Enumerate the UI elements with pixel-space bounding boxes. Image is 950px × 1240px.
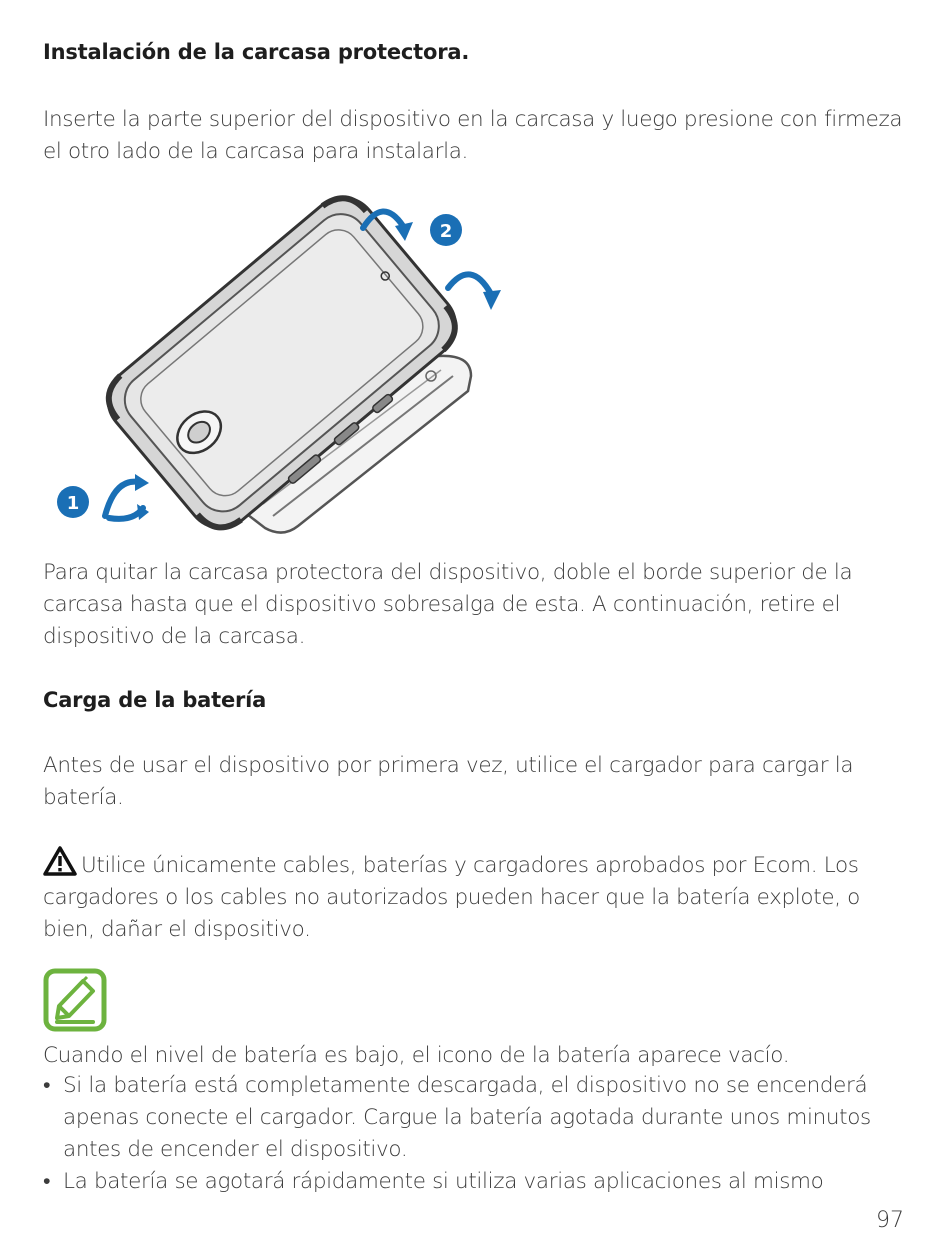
svg-text:1: 1 (66, 493, 80, 514)
note-paragraph: Cuando el nivel de batería es bajo, el icono de la batería aparece vacío. (43, 1043, 790, 1068)
section-heading-case: Instalación de la carcasa protectora. (43, 40, 470, 64)
rotate-arrow-icon-bottom (105, 474, 149, 520)
warning-text: Utilice únicamente cables, baterías y cargadores aprobados por Ecom. Los cargadores o los cables no autorizados pueden hacer que la batería explote, o bien, dañar el dispositivo. (43, 853, 860, 942)
case-removal-paragraph: Para quitar la carcasa protectora del dispositivo, doble el borde superior de la carcasa hasta que el dispositivo sobresalga de esta. A continuación, retire el dispositivo de la carcasa. (43, 560, 853, 649)
warning-triangle-icon (43, 846, 77, 876)
step-badge-2 (430, 214, 462, 246)
battery-intro-paragraph: Antes de usar el dispositivo por primera vez, utilice el cargador para cargar la batería. (43, 753, 854, 810)
page-number: 97 (876, 1208, 904, 1233)
warning-paragraph (43, 846, 913, 946)
note-pencil-icon (43, 968, 107, 1032)
step-badge-1 (57, 486, 89, 518)
section-heading-battery: Carga de la batería (43, 688, 267, 712)
list-item: • Si la batería está completamente descargada, el dispositivo no se encenderá apenas conecte el cargador. Cargue la batería agotada durante unos minutos antes de encender el dispositivo. (43, 1070, 923, 1166)
svg-text:2: 2 (439, 221, 453, 242)
note-bullet-list (43, 1070, 923, 1198)
list-item: • La batería se agotará rápidamente si utiliza varias aplicaciones al mismo (43, 1166, 923, 1198)
case-install-paragraph: Inserte la parte superior del dispositivo en la carcasa y luego presione con firmeza el otro lado de la carcasa para instalarla. (43, 107, 903, 164)
case-installation-illustration (43, 186, 513, 546)
